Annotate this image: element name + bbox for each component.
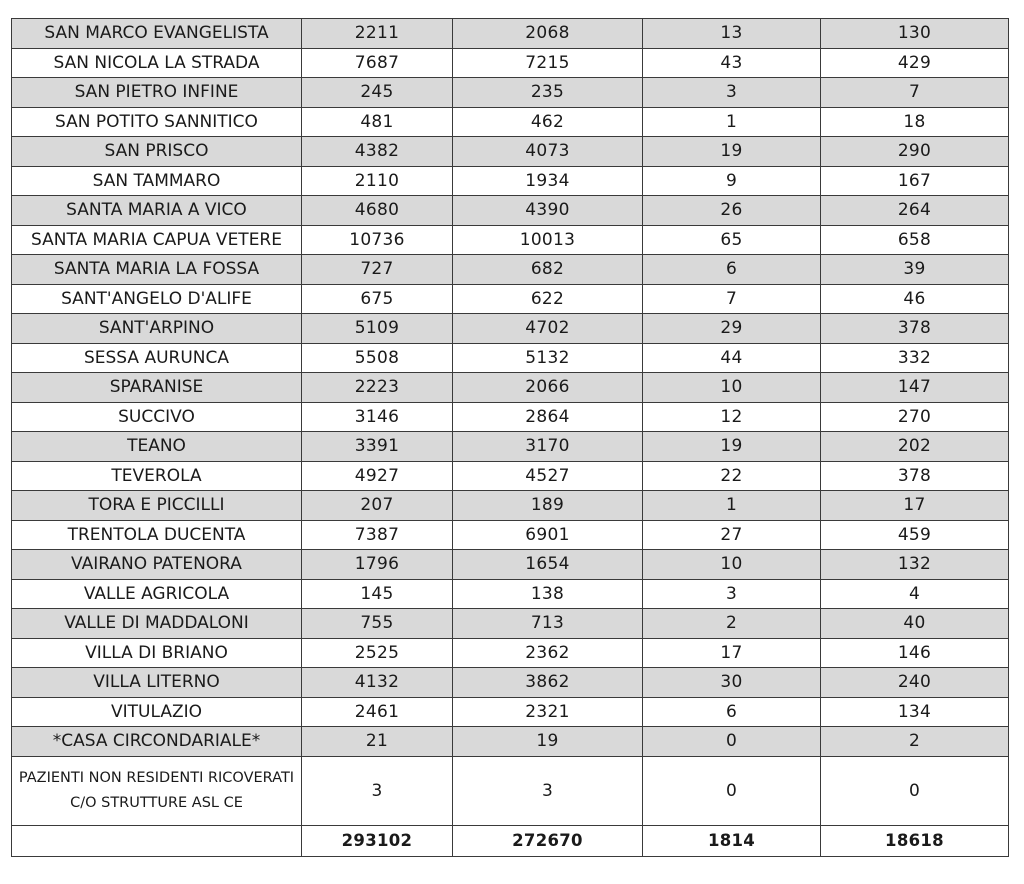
row-name-cell: SUCCIVO: [12, 402, 302, 432]
col2-cell: 622: [453, 284, 643, 314]
row-name-cell: TORA E PICCILLI: [12, 491, 302, 521]
col1-cell: 4132: [302, 668, 453, 698]
col1-cell: 5508: [302, 343, 453, 373]
col1-cell: 145: [302, 579, 453, 609]
col1-cell: 2211: [302, 19, 453, 49]
col1-cell: 2461: [302, 697, 453, 727]
col2-cell: 462: [453, 107, 643, 137]
table-row: [12, 314, 1009, 344]
col3-cell: 26: [643, 196, 821, 226]
row-name-cell: TRENTOLA DUCENTA: [12, 520, 302, 550]
col1-cell: 2223: [302, 373, 453, 403]
col4-cell: 46: [821, 284, 1009, 314]
row-name-cell: SAN PRISCO: [12, 137, 302, 167]
row-name-cell: VILLA LITERNO: [12, 668, 302, 698]
col3-cell: 22: [643, 461, 821, 491]
row-name-cell: SANT'ARPINO: [12, 314, 302, 344]
row-name-cell: VAIRANO PATENORA: [12, 550, 302, 580]
col3-cell: 3: [643, 78, 821, 108]
table-row: [12, 668, 1009, 698]
col4-cell: 332: [821, 343, 1009, 373]
table-row: [12, 343, 1009, 373]
row-name-cell: SANTA MARIA CAPUA VETERE: [12, 225, 302, 255]
col1-cell: 4382: [302, 137, 453, 167]
col3-cell: 0: [643, 727, 821, 757]
col3-cell: 1: [643, 491, 821, 521]
col2-cell: 2068: [453, 19, 643, 49]
col1-cell: 2110: [302, 166, 453, 196]
col4-cell: 459: [821, 520, 1009, 550]
col3-cell: 19: [643, 432, 821, 462]
col1-cell: 3146: [302, 402, 453, 432]
col4-cell: 202: [821, 432, 1009, 462]
col2-cell: 3862: [453, 668, 643, 698]
col2-cell: 3170: [453, 432, 643, 462]
total-col2-cell: 272670: [453, 825, 643, 856]
col4-cell: 132: [821, 550, 1009, 580]
col1-cell: 727: [302, 255, 453, 285]
col3-cell: 10: [643, 373, 821, 403]
col4-cell: 4: [821, 579, 1009, 609]
col2-cell: 1654: [453, 550, 643, 580]
col4-cell: 18: [821, 107, 1009, 137]
col2-cell: 3: [453, 756, 643, 825]
table-row: [12, 225, 1009, 255]
row-name-cell: TEVEROLA: [12, 461, 302, 491]
col3-cell: 13: [643, 19, 821, 49]
table-row: [12, 166, 1009, 196]
col2-cell: 2864: [453, 402, 643, 432]
col4-cell: 39: [821, 255, 1009, 285]
col4-cell: 146: [821, 638, 1009, 668]
row-name-cell: SAN MARCO EVANGELISTA: [12, 19, 302, 49]
col1-cell: 1796: [302, 550, 453, 580]
table-row: [12, 579, 1009, 609]
col3-cell: 0: [643, 756, 821, 825]
col1-cell: 2525: [302, 638, 453, 668]
col3-cell: 6: [643, 255, 821, 285]
col4-cell: 17: [821, 491, 1009, 521]
table-row: [12, 284, 1009, 314]
table-row: [12, 491, 1009, 521]
table-row: [12, 48, 1009, 78]
col2-cell: 4527: [453, 461, 643, 491]
table-row: [12, 461, 1009, 491]
col3-cell: 19: [643, 137, 821, 167]
col4-cell: 2: [821, 727, 1009, 757]
col3-cell: 10: [643, 550, 821, 580]
col3-cell: 29: [643, 314, 821, 344]
row-name-cell: SAN NICOLA LA STRADA: [12, 48, 302, 78]
col1-cell: 5109: [302, 314, 453, 344]
col4-cell: 134: [821, 697, 1009, 727]
col4-cell: 378: [821, 461, 1009, 491]
col1-cell: 245: [302, 78, 453, 108]
col2-cell: 7215: [453, 48, 643, 78]
row-name-cell: SESSA AURUNCA: [12, 343, 302, 373]
col2-cell: 10013: [453, 225, 643, 255]
col2-cell: 2321: [453, 697, 643, 727]
col4-cell: 270: [821, 402, 1009, 432]
col4-cell: 429: [821, 48, 1009, 78]
col1-cell: 10736: [302, 225, 453, 255]
table-body: [12, 19, 1009, 857]
col4-cell: 658: [821, 225, 1009, 255]
table-row: [12, 255, 1009, 285]
col3-cell: 6: [643, 697, 821, 727]
col3-cell: 30: [643, 668, 821, 698]
table-row: [12, 697, 1009, 727]
data-table: [11, 18, 1009, 857]
col3-cell: 3: [643, 579, 821, 609]
table-row: [12, 609, 1009, 639]
table-row: [12, 137, 1009, 167]
total-col3-cell: 1814: [643, 825, 821, 856]
row-name-cell: VILLA DI BRIANO: [12, 638, 302, 668]
row-name-cell: SANT'ANGELO D'ALIFE: [12, 284, 302, 314]
row-name-cell: SAN POTITO SANNITICO: [12, 107, 302, 137]
col4-cell: 40: [821, 609, 1009, 639]
row-name-cell: VALLE AGRICOLA: [12, 579, 302, 609]
row-name-cell: SANTA MARIA A VICO: [12, 196, 302, 226]
table-row: [12, 196, 1009, 226]
col2-cell: 4702: [453, 314, 643, 344]
col4-cell: 378: [821, 314, 1009, 344]
row-name-cell: SPARANISE: [12, 373, 302, 403]
col3-cell: 27: [643, 520, 821, 550]
table-row: [12, 19, 1009, 49]
total-col4-cell: 18618: [821, 825, 1009, 856]
col2-cell: 4073: [453, 137, 643, 167]
col1-cell: 3: [302, 756, 453, 825]
col2-cell: 2066: [453, 373, 643, 403]
col1-cell: 21: [302, 727, 453, 757]
col3-cell: 17: [643, 638, 821, 668]
col2-cell: 682: [453, 255, 643, 285]
col1-cell: 481: [302, 107, 453, 137]
col3-cell: 1: [643, 107, 821, 137]
col3-cell: 43: [643, 48, 821, 78]
col2-cell: 6901: [453, 520, 643, 550]
col2-cell: 5132: [453, 343, 643, 373]
row-name-cell: SAN TAMMARO: [12, 166, 302, 196]
row-name-cell: TEANO: [12, 432, 302, 462]
col3-cell: 65: [643, 225, 821, 255]
totals-label-cell: [12, 825, 302, 856]
col4-cell: 290: [821, 137, 1009, 167]
col4-cell: 147: [821, 373, 1009, 403]
table-row: [12, 638, 1009, 668]
table-row: [12, 373, 1009, 403]
col3-cell: 7: [643, 284, 821, 314]
col4-cell: 167: [821, 166, 1009, 196]
col1-cell: 7387: [302, 520, 453, 550]
col2-cell: 1934: [453, 166, 643, 196]
col2-cell: 138: [453, 579, 643, 609]
col1-cell: 7687: [302, 48, 453, 78]
col2-cell: 713: [453, 609, 643, 639]
col4-cell: 130: [821, 19, 1009, 49]
col3-cell: 44: [643, 343, 821, 373]
col2-cell: 19: [453, 727, 643, 757]
col1-cell: 4927: [302, 461, 453, 491]
col1-cell: 675: [302, 284, 453, 314]
table-row: [12, 107, 1009, 137]
col2-cell: 2362: [453, 638, 643, 668]
row-name-cell: SANTA MARIA LA FOSSA: [12, 255, 302, 285]
col1-cell: 4680: [302, 196, 453, 226]
row-name-cell: *CASA CIRCONDARIALE*: [12, 727, 302, 757]
row-name-cell: SAN PIETRO INFINE: [12, 78, 302, 108]
col3-cell: 2: [643, 609, 821, 639]
col1-cell: 755: [302, 609, 453, 639]
col3-cell: 9: [643, 166, 821, 196]
col4-cell: 264: [821, 196, 1009, 226]
col4-cell: 0: [821, 756, 1009, 825]
table-row: [12, 432, 1009, 462]
total-col1-cell: 293102: [302, 825, 453, 856]
table-container: [11, 18, 1009, 857]
row-name-cell: PAZIENTI NON RESIDENTI RICOVERATI C/O STRUTTURE ASL CE: [12, 756, 302, 825]
table-row: [12, 402, 1009, 432]
col4-cell: 240: [821, 668, 1009, 698]
row-name-cell: VITULAZIO: [12, 697, 302, 727]
col4-cell: 7: [821, 78, 1009, 108]
col3-cell: 12: [643, 402, 821, 432]
col1-cell: 207: [302, 491, 453, 521]
col2-cell: 235: [453, 78, 643, 108]
totals-row: [12, 825, 1009, 856]
table-row: [12, 78, 1009, 108]
table-row: [12, 727, 1009, 757]
table-row: [12, 550, 1009, 580]
col1-cell: 3391: [302, 432, 453, 462]
table-row: [12, 520, 1009, 550]
col2-cell: 4390: [453, 196, 643, 226]
nonresident-row: [12, 756, 1009, 825]
col2-cell: 189: [453, 491, 643, 521]
row-name-cell: VALLE DI MADDALONI: [12, 609, 302, 639]
